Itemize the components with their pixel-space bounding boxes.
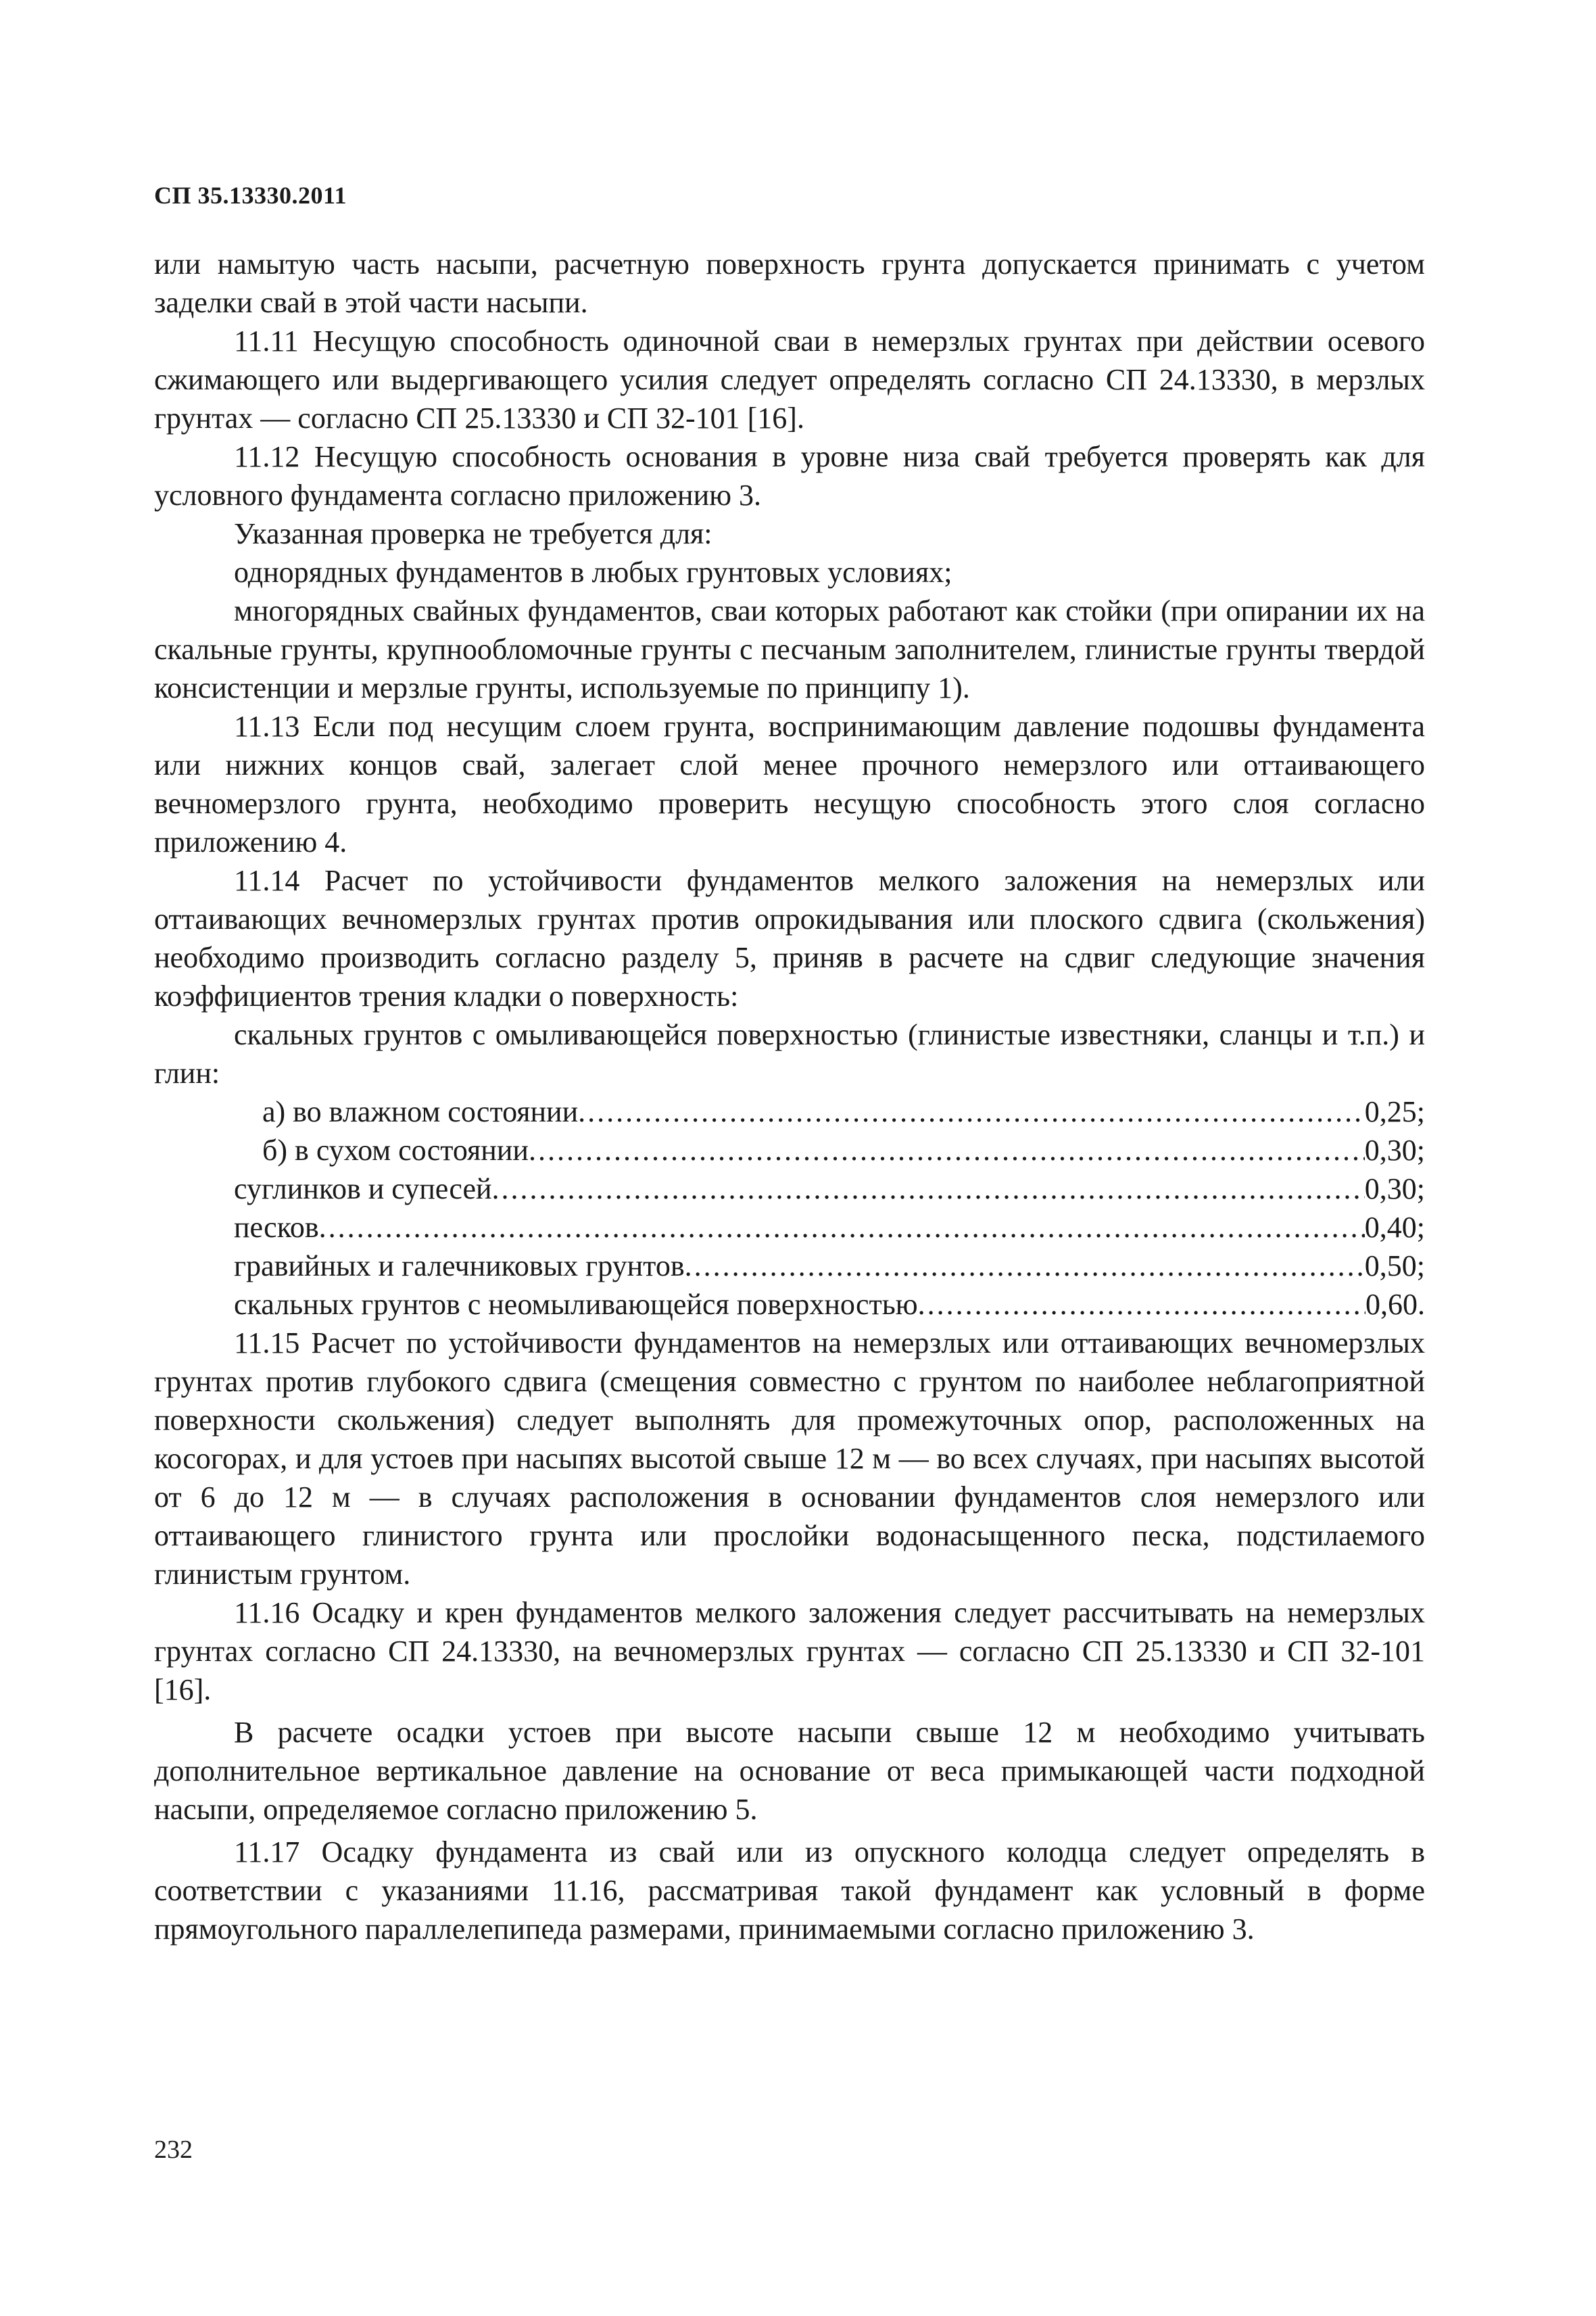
dot-leader <box>578 1092 1365 1131</box>
friction-value: 0,25; <box>1364 1095 1425 1128</box>
paragraph-11-15: 11.15 Расчет по устойчивости фундаментов на немерзлых или оттаивающих вечномерзлых грунтах против глубокого сдвига (смещения совместно с грунтом по наиболее неблагоприятной поверхности скольжения) следует выполнять для промежуточных опор, расположенных на косогорах, и для устоев при насыпях высотой свыше 12 м — во всех случаях, при насыпях высотой от 6 до 12 м — в случаях расположения в основании фундаментов слоя немерзлого или оттаивающего глинистого грунта или прослойки водонасыщенного песка, подстилаемого глинистым грунтом. <box>154 1326 1425 1591</box>
dot-leader <box>918 1285 1365 1324</box>
paragraph-11-11: 11.11 Несущую способность одиночной сваи в немерзлых грунтах при действии осевого сжимающего или выдергивающего усилия следует определять согласно СП 24.13330, в мерзлых грунтах — согласно СП 25.13330 и СП 32-101 [16]. <box>154 324 1425 435</box>
paragraph-11-14: 11.14 Расчет по устойчивости фундаментов мелкого заложения на немерзлых или оттаивающих вечномерзлых грунтах против опрокидывания или плоского сдвига (скольжения) необходимо производить согласно разделу 5, приняв в расчете на сдвиг следующие значения коэффициентов трения кладки о поверхность: <box>154 864 1425 1013</box>
friction-label: скальных грунтов с неомыливающейся поверхностью <box>234 1288 918 1321</box>
friction-row <box>154 1285 1425 1324</box>
friction-row <box>154 1208 1425 1247</box>
friction-value: 0,30; <box>1364 1134 1425 1167</box>
friction-label: б) в сухом состоянии <box>262 1134 529 1167</box>
paragraph: Указанная проверка не требуется для: <box>234 517 712 550</box>
friction-label: суглинков и супесей <box>234 1172 492 1205</box>
document-code: СП 35.13330.2011 <box>154 182 347 209</box>
friction-value: 0,40; <box>1364 1211 1425 1244</box>
friction-value: 0,50; <box>1364 1249 1425 1282</box>
paragraph-11-12: 11.12 Несущую способность основания в уровне низа свай требуется проверять как для условного фундамента согласно приложению 3. <box>154 440 1425 512</box>
friction-label: гравийных и галечниковых грунтов <box>234 1249 685 1282</box>
friction-value: 0,30; <box>1364 1172 1425 1205</box>
friction-row <box>154 1169 1425 1208</box>
dot-leader <box>319 1208 1365 1247</box>
friction-value: 0,60. <box>1365 1288 1425 1321</box>
friction-label: а) во влажном состоянии <box>262 1095 579 1128</box>
document-body <box>154 245 1425 1948</box>
paragraph: В расчете осадки устоев при высоте насыпи свыше 12 м необходимо учитывать дополнительное вертикальное давление на основание от веса примыкающей части подходной насыпи, определяемое согласно приложению 5. <box>154 1716 1425 1826</box>
friction-row <box>154 1092 1425 1131</box>
friction-row <box>154 1131 1425 1169</box>
paragraph-11-17: 11.17 Осадку фундамента из свай или из опускного колодца следует определять в соответствии с указаниями 11.16, рассматривая такой фундамент как условный в форме прямоугольного параллелепипеда размерами, принимаемыми согласно приложению 3. <box>154 1835 1425 1946</box>
paragraph-11-13: 11.13 Если под несущим слоем грунта, воспринимающим давление подошвы фундамента или нижних концов свай, залегает слой менее прочного немерзлого или оттаивающего вечномерзлого грунта, необходимо проверить несущую способность этого слоя согласно приложению 4. <box>154 710 1425 859</box>
friction-row <box>154 1247 1425 1285</box>
dot-leader <box>492 1169 1365 1208</box>
paragraph: или намытую часть насыпи, расчетную поверхность грунта допускается принимать с учетом заделки свай в этой части насыпи. <box>154 247 1425 319</box>
list-item: скальных грунтов с омыливающейся поверхностью (глинистые известняки, сланцы и т.п.) и глин: <box>154 1018 1425 1090</box>
page-number: 232 <box>154 2136 193 2164</box>
paragraph-11-16: 11.16 Осадку и крен фундаментов мелкого заложения следует рассчитывать на немерзлых грунтах согласно СП 24.13330, на вечномерзлых грунтах — согласно СП 25.13330 и СП 32-101 [16]. <box>154 1596 1425 1706</box>
friction-label: песков <box>234 1211 319 1244</box>
dot-leader <box>685 1247 1365 1285</box>
list-item: однорядных фундаментов в любых грунтовых условиях; <box>234 556 952 589</box>
dot-leader <box>529 1131 1365 1169</box>
list-item: многорядных свайных фундаментов, сваи которых работают как стойки (при опирании их на скальные грунты, крупнообломочные грунты с песчаным заполнителем, глинистые грунты твердой консистенции и мерзлые грунты, используемые по принципу 1). <box>154 594 1425 704</box>
